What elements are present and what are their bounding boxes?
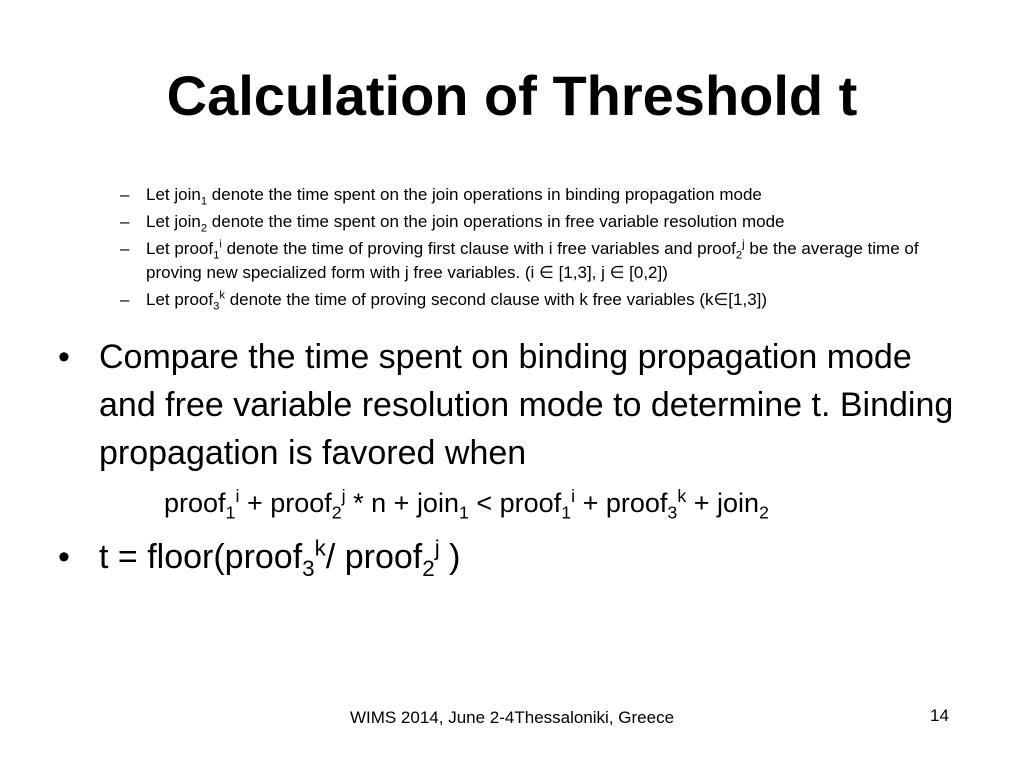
formula-run: * n + join <box>345 488 459 518</box>
sub-bullet-join1 <box>120 183 920 207</box>
subscript: 3 <box>667 502 678 523</box>
text-run: Let join <box>146 212 201 231</box>
subscript: 1 <box>458 502 469 523</box>
formula-run: + join <box>686 488 760 518</box>
footer-text: WIMS 2014, June 2-4Thessaloniki, Greece <box>349 708 675 727</box>
bullet-marker: • <box>58 538 70 576</box>
text-run: / proof <box>325 538 423 576</box>
subscript: 1 <box>213 249 220 262</box>
subscript: 2 <box>735 249 743 262</box>
text-run: Let join <box>146 185 201 204</box>
subscript: 2 <box>759 502 769 523</box>
page-number: 14 <box>930 706 949 725</box>
slide-title: Calculation of Threshold t <box>166 64 858 127</box>
main-bullet-t-formula <box>58 533 958 581</box>
inequality-formula <box>99 483 958 523</box>
text-run: denote the time spent on the join operations in free variable resolution mode <box>207 212 785 231</box>
text-run: Let proof <box>146 239 214 258</box>
text-run: denote the time of proving second clause with k free variables (k∈[1,3]) <box>224 290 768 309</box>
subscript: 3 <box>302 555 315 581</box>
superscript: j <box>341 486 346 506</box>
formula-run: + proof <box>575 488 668 518</box>
superscript: k <box>219 289 225 302</box>
subscript: 1 <box>200 195 208 208</box>
subscript: 3 <box>213 300 220 313</box>
main-bullet-compare <box>58 333 958 523</box>
superscript: j <box>434 535 440 561</box>
formula-run: proof <box>164 488 226 518</box>
subscript: 1 <box>561 502 572 523</box>
formula-run: < proof <box>468 488 562 518</box>
dash-marker: – <box>120 239 130 258</box>
superscript: j <box>742 238 745 251</box>
bullet-marker: • <box>58 338 70 376</box>
subscript: 2 <box>200 222 208 235</box>
text-run: denote the time of proving first clause with i free variables and proof <box>221 239 736 258</box>
sub-bullet-proof3 <box>120 288 920 312</box>
superscript: i <box>219 238 222 251</box>
subscript: 1 <box>225 502 236 523</box>
superscript: k <box>677 486 687 506</box>
superscript: k <box>314 535 326 561</box>
subscript: 2 <box>422 555 435 581</box>
superscript: i <box>235 486 240 506</box>
formula-run: + proof <box>239 488 332 518</box>
text-run: t = floor(proof <box>99 538 303 576</box>
text-run: denote the time spent on the join operations in binding propagation mode <box>207 185 762 204</box>
text-run: ) <box>439 538 461 576</box>
sub-bullet-list <box>120 183 920 315</box>
sub-bullet-proof1 <box>120 237 920 285</box>
dash-marker: – <box>120 212 130 231</box>
subscript: 2 <box>331 502 342 523</box>
sub-bullet-join2 <box>120 210 920 234</box>
superscript: i <box>571 486 576 506</box>
main-bullet-list <box>58 333 958 581</box>
text-run: Let proof <box>146 290 214 309</box>
text-run: be the average time of proving new specialized form with j free variables. (i ∈ [1,3], j ∈ [0,2]) <box>146 239 919 282</box>
dash-marker: – <box>120 185 130 204</box>
compare-text: Compare the time spent on binding propagation mode and free variable resolution mode to determine t. Binding propagation is favored when <box>99 338 954 472</box>
dash-marker: – <box>120 290 130 309</box>
